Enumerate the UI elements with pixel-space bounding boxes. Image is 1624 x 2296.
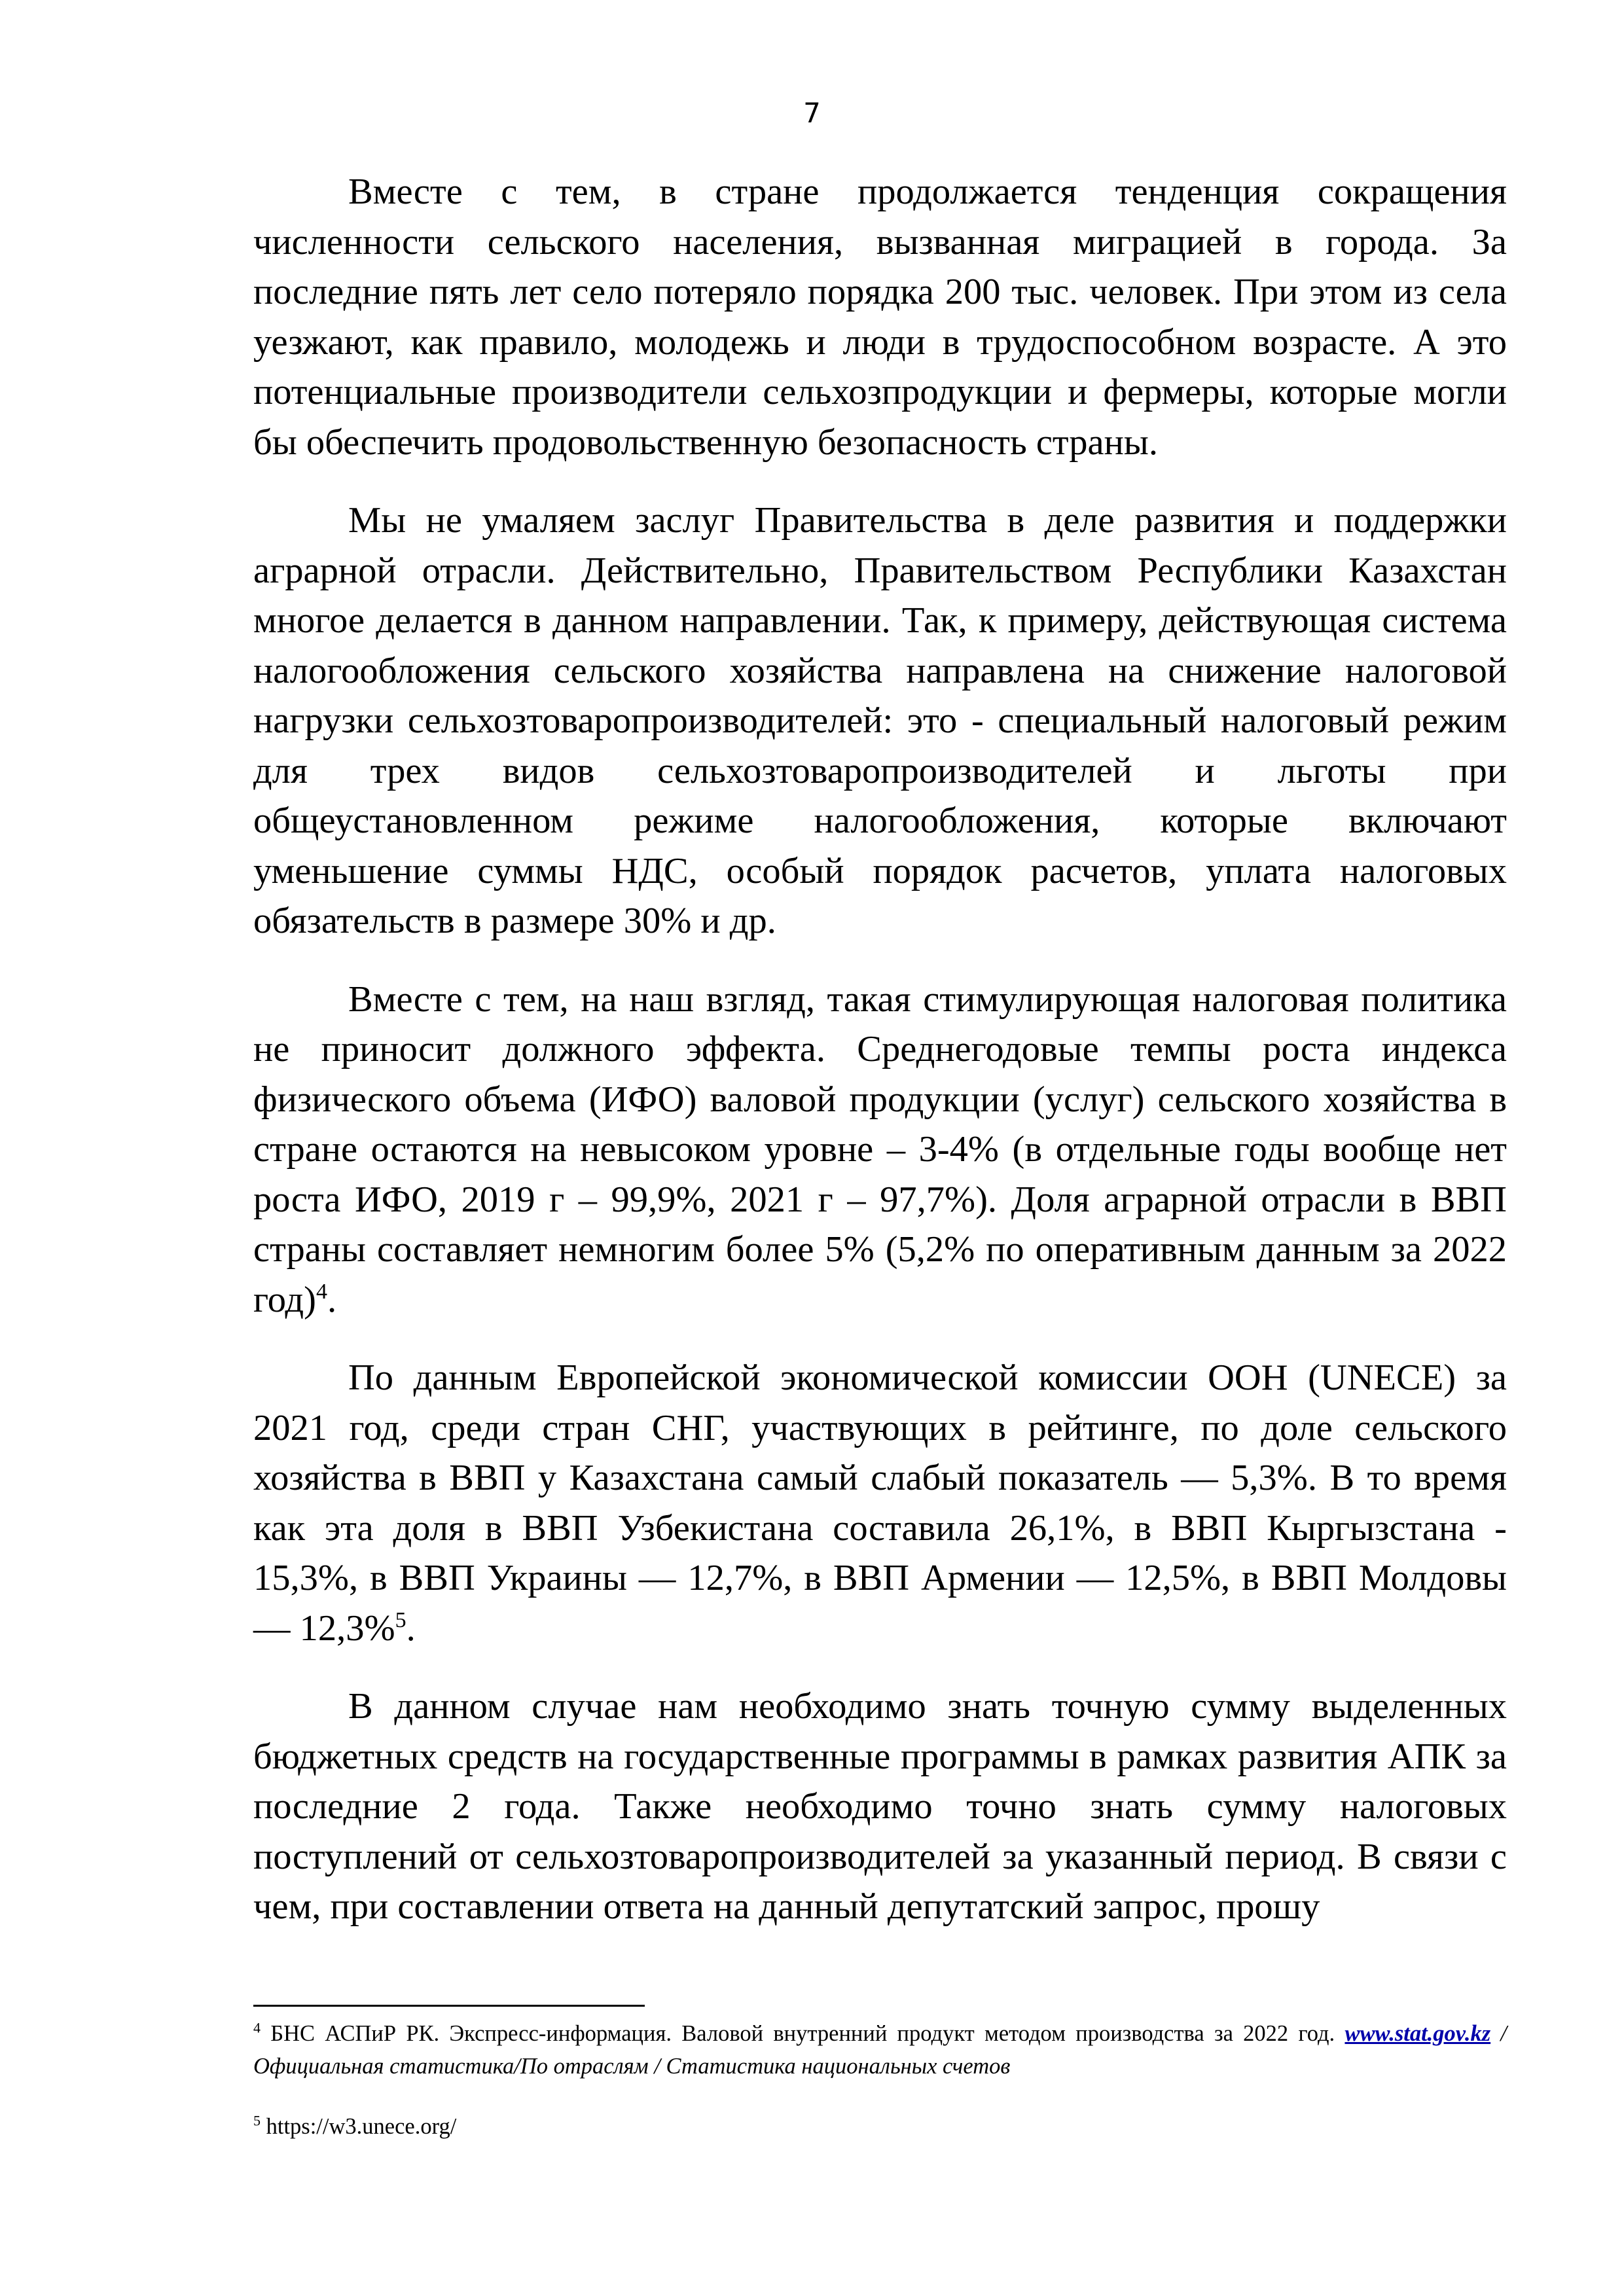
paragraph-4	[253, 1353, 1507, 1653]
paragraph-3-end: .	[327, 1279, 337, 1320]
footnote-separator	[253, 2005, 645, 2007]
footnote-5-url[interactable]: https://w3.unece.org/	[261, 2114, 457, 2139]
footnote-4	[253, 2017, 1507, 2083]
footnote-5	[253, 2110, 1507, 2143]
paragraph-1	[253, 167, 1507, 467]
footnote-ref-4[interactable]: 4	[316, 1279, 327, 1304]
paragraph-5-text: В данном случае нам необходимо знать точную сумму выделенных бюджетных средств на государственные программы в рамках развития АПК за последние 2 года. Также необходимо точно знать сумму налоговых поступлений от сельхозтоваропроизводителей за указанный период. В связи с чем, при составлении ответа на данный депутатский запрос, прошу	[253, 1686, 1507, 1927]
paragraph-3-text: Вместе с тем, на наш взгляд, такая стимулирующая налоговая политика не приносит должного эффекта. Среднегодовые темпы роста индекса физического объема (ИФО) валовой продукции (услуг) сельского хозяйства в стране остаются на невысоком уровне – 3-4% (в отдельные годы вообще нет роста ИФО, 2019 г – 99,9%, 2021 г – 97,7%). Доля аграрной отрасли в ВВП страны составляет немногим более 5% (5,2% по оперативным данным за 2022 год)	[253, 978, 1507, 1320]
footnote-ref-5[interactable]: 5	[395, 1607, 406, 1632]
body-text	[253, 167, 1507, 1960]
paragraph-4-text: По данным Европейской экономической комиссии ООН (UNECE) за 2021 год, среди стран СНГ, участвующих в рейтинге, по доле сельского хозяйства в ВВП у Казахстана самый слабый показатель — 5,3%. В то время как эта доля в ВВП Узбекистана составила 26,1%, в ВВП Кыргызстана - 15,3%, в ВВП Украины — 12,7%, в ВВП Армении — 12,5%, в ВВП Молдовы — 12,3%	[253, 1357, 1507, 1649]
footnote-4-marker: 4	[253, 2019, 261, 2036]
footnote-4-path: /Официальная статистика/По отраслям / Статистика национальных счетов	[253, 2021, 1507, 2079]
footnote-4-link[interactable]: www.stat.gov.kz	[1344, 2021, 1491, 2046]
paragraph-4-end: .	[406, 1607, 416, 1649]
page-number: 7	[803, 97, 821, 129]
footnote-4-text: БНС АСПиР РК. Экспресс-информация. Валовой внутренний продукт методом производства за 2022 год.	[261, 2021, 1345, 2046]
footnote-5-marker: 5	[253, 2112, 261, 2129]
paragraph-5	[253, 1681, 1507, 1932]
paragraph-3	[253, 975, 1507, 1325]
paragraph-1-text: Вместе с тем, в стране продолжается тенденция сокращения численности сельского населения, вызванная миграцией в города. За последние пять лет село потеряло порядка 200 тыс. человек. При этом из села уезжают, как правило, молодежь и люди в трудоспособном возрасте. А это потенциальные производители сельхозпродукции и фермеры, которые могли бы обеспечить продовольственную безопасность страны.	[253, 171, 1507, 463]
paragraph-2	[253, 495, 1507, 946]
footnotes	[253, 2017, 1507, 2143]
paragraph-2-text: Мы не умаляем заслуг Правительства в деле развития и поддержки аграрной отрасли. Действительно, Правительством Республики Казахстан многое делается в данном направлении. Так, к примеру, действующая система налогообложения сельского хозяйства направлена на снижение налоговой нагрузки сельхозтоваропроизводителей: это - специальный налоговый режим для трех видов сельхозтоваропроизводителей и льготы при общеустановленном режиме налогообложения, которые включают уменьшение суммы НДС, особый порядок расчетов, уплата налоговых обязательств в размере 30% и др.	[253, 500, 1507, 941]
